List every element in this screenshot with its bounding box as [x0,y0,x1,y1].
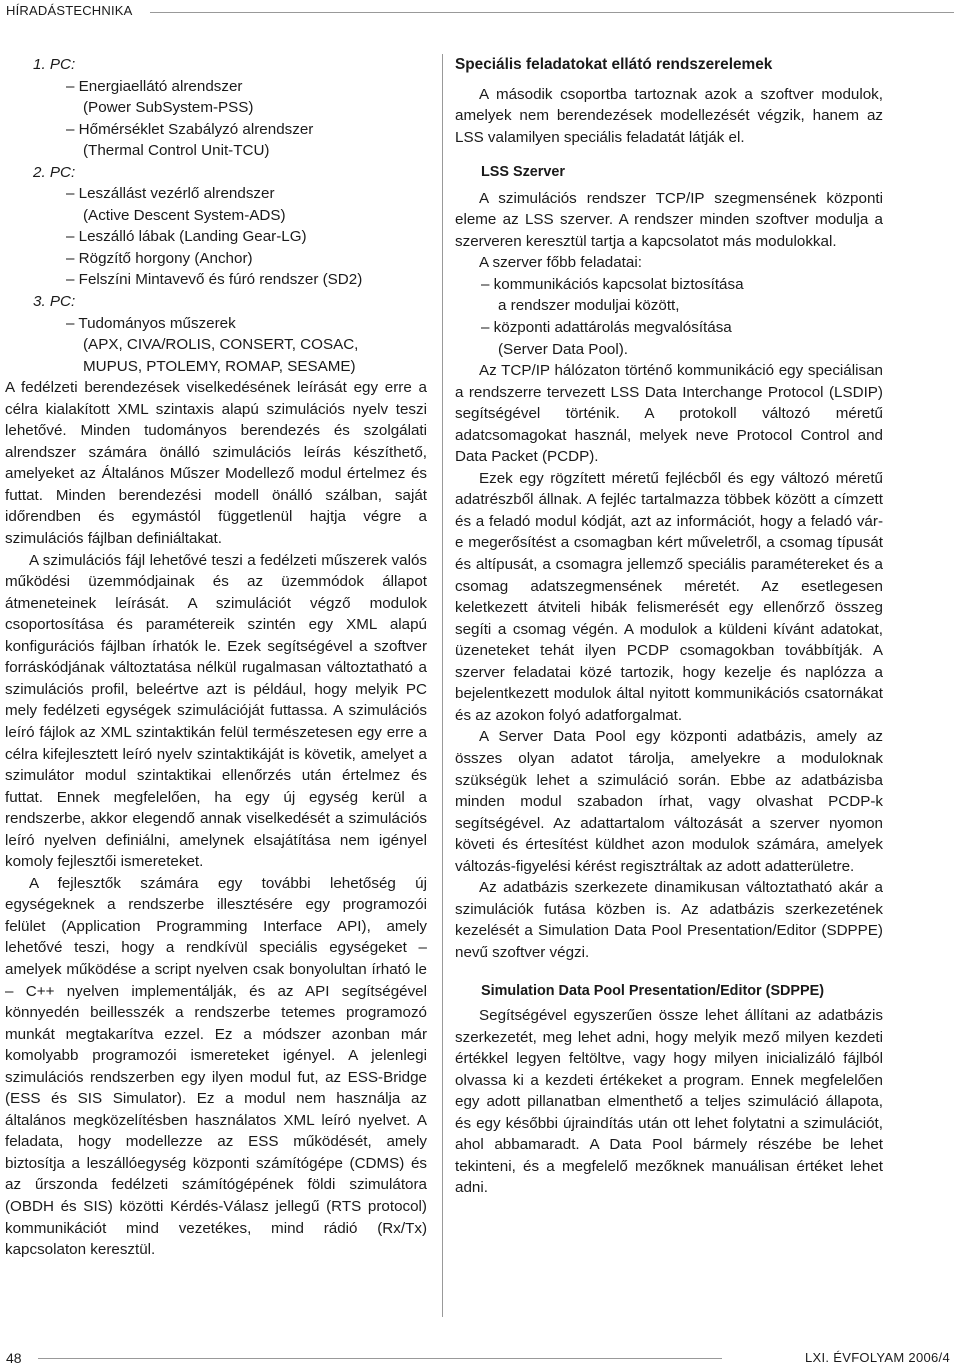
list-item: – Leszálló lábak (Landing Gear-LG) [66,228,307,246]
list-item: (Active Descent System-ADS) [83,206,286,224]
column-divider [442,54,443,1317]
right-paragraph: Az TCP/IP hálózaton történő kommunikáció egy speciálisan a rendszerre tervezett LSS Data Interchange Protocol (LSDIP) segítségével történik. A protokoll változó méretű adatcsomagokat használ, melyek neve Protocol Control and Data Packet (PCDP). [455,362,883,466]
sdppe-paragraph: Segítségével egyszerűen össze lehet állítani az adatbázis szerkezetét, meg lehet adni, hogy melyik mező milyen kezdeti értékkel legyen feltöltve, vagy hogy milyen inicializáló fájlból olvassa ki a kezdeti értékeket a program. Ennek megfelelően egy adott pillanatban elmenthető a teljes szimuláció állapota, és egy későbbi újraindítás után ott lehet folytatni a szimulációt, ahol abbamaradt. A Data Pool bármely részébe be lehet tekinteni, és a megfelelő mezőknek manuálisan értéket lehet adni. [455,1006,883,1197]
section-heading: Speciális feladatokat ellátó rendszerelemek [455,56,773,73]
server-paragraph: A szimulációs rendszer TCP/IP szegmensének központi eleme az LSS szerver. A rendszer minden szoftver modulja a szerveren keresztül tartja a kapcsolatot más modulokkal. [455,189,883,250]
list-item: (APX, CIVA/ROLIS, CONSERT, COSAC, [83,336,359,354]
subsection-heading: LSS Szerver [481,164,565,181]
right-paragraph: Ezek egy rögzített méretű fejlécből és egy változó méretű adatrészből állnak. A fejléc tartalmazza többek között a címzett és a feladó modul kódját, azt az információt, hogy a feladó vár-e megerősítést a csomagban kért műveletről, a csomag típusát és altípusát, a csomagra jellemző speciális paramétereket és a csomag adatszegmensének méretét. Az esetlegesen keletkezett átviteli hibák felismerését egy ellenőrző összeg segíti a csomag végén. A modulok a küldeni kívánt adatokat, üzeneteket tehát ilyen PCDP csomagokban továbbítják. A szerver feladatai közé tartozik, hogy kezelje és naplózza a bejelentkezett modulok által nyitott kommunikációs csatornákat és az azokon folyó adatforgalmat. [455,469,883,724]
server-text [455,188,883,274]
volume-label: LXI. ÉVFOLYAM 2006/4 [805,1350,950,1365]
page-footer [0,1336,960,1364]
right-intro [455,84,883,149]
sdppe-text [455,1005,883,1199]
header-rule [150,12,954,13]
list-item: a rendszer moduljai között, [498,297,680,315]
left-paragraph: A fedélzeti berendezések viselkedésének leírását egy erre a célra kialakított XML szintaxis alapú szimulációs nyelv teszi lehetővé. Minden tudományos berendezés és szolgálati alrendszer számára önálló szimulációs leírás készíthető, amelyeket az Általános Műszer Modellező modul értelmez és futtat. Minden berendezési modell önálló szálban, saját időrendben és egymástól függetlenül hajtja végre a szimulációs fájlban definiáltakat. [5,379,427,548]
tasks-intro: A szerver főbb feladatai: [479,254,642,272]
list-item: – Rögzítő horgony (Anchor) [66,249,253,267]
pc-label: 1. PC: [33,56,76,73]
list-item: – Energiaellátó alrendszer [66,77,243,95]
list-item: – kommunikációs kapcsolat biztosítása [481,275,744,293]
subsection-heading-sdppe: Simulation Data Pool Presentation/Editor (SDPPE) [481,983,825,1000]
pc-list [5,54,427,377]
right-paragraph: A Server Data Pool egy központi adatbázis, amely az összes olyan adatot tárolja, amelyekre a moduloknak szükségük lehet a szimuláció során. Ebbe az adatbázisba minden modul szabadon írhat, vagy olvashat PCDP-k segítségével. Az adattartalom változását a szerver nyomon követi és értesítést küldhet azon modulok számára, amelyek változás-figyelési kérést regisztráltak az adott adatterületre. [455,728,883,875]
left-paragraph: A fejlesztők számára egy további lehetőség új egységeknek a rendszerbe illesztésére egy programozói felület (Application Programming Interface API), amely lehetővé teszi, hogy a rendkívül speciális egységeket – amelyek működése a script nyelven csak bonyolultan írható le – C++ nyelven implementálják, és az API segítségével könnyedén beillesszék a rendszerbe tetemes programozó munkát megtakarítva ezzel. Ez a módszer azonban már komolyabb programozói ismereteket igényel. A jelenlegi szimulációs rendszerben egy ilyen modul fut, az ESS-Bridge (ESS és SIS Simulator). Ez a modul nem használja az általános megközelítésben használatos XML leíró nyelvet. A feladata, hogy modellezze az ESS működését, amely biztosítja a leszállóegység központi számítógépe (CDMS) és az űrszonda fedélzeti számítógépének földi szimulátora (OBDH és SIS) közötti Kérdés-Válasz jellegű (RTS protocol) kommunikációt mind vezetékes, mind rádió (Rx/Tx) kapcsolaton keresztül. [5,874,427,1259]
list-item: (Power SubSystem-PSS) [83,99,254,117]
list-item: (Thermal Control Unit-TCU) [83,142,270,160]
pc-label: 2. PC: [33,163,76,181]
left-body [5,377,427,1260]
footer-rule [38,1358,722,1359]
running-header [0,0,960,22]
left-paragraph: A szimulációs fájl lehetővé teszi a fedélzeti műszerek valós működési üzemmódjainak és az üzemmódok állapot átmeneteinek leírását. A szimulációt végző modulok csoportosítása és paramétereik szintén egy XML alapú konfigurációs fájlban írhatók le. Ezek segítségével a szoftver forráskódjának változtatása nélkül rugalmasan változtatható a szimulációs profil, beleértve azt is például, hogy melyik PC mely fedélzeti egységek szimulációját futtassa. A szimulációs leíró fájlok az XML szintaktikán felül természetesen egy erre a célra kifejlesztett leíró nyelv szintaktikáját is követik, amelyet a szimulátor modul szintaktikai ellenőrzés után értelmez és futtat. Ennek megfelelően, ha egy új egység kerül a rendszerbe, akkor elegendő annak viselkedését a szimulációs leíró nyelven definiálni, amelynek elsajátítása nem igényel komoly fejlesztői ismereteket. [5,551,427,871]
list-item: – Hőmérséklet Szabályzó alrendszer [66,120,314,138]
right-column [455,54,883,1199]
page-number: 48 [6,1350,22,1366]
pc-label: 3. PC: [33,293,76,311]
journal-title: HÍRADÁSTECHNIKA [6,3,133,18]
right-body [455,360,883,963]
right-paragraph: Az adatbázis szerkezete dinamikusan változtatható akár a szimulációk futása közben is. Az adatbázis szerkezetének kezelését a Simulation Data Pool Presentation/Editor (SDPPE) nevű szoftver végzi. [455,879,883,961]
task-list [455,274,883,360]
list-item: – Tudományos műszerek [66,314,236,332]
list-item: – Felszíni Mintavevő és fúró rendszer (SD2) [66,271,363,289]
left-column [5,54,427,1261]
intro-paragraph: A második csoportba tartoznak azok a szoftver modulok, amelyek nem berendezések modellezését végzik, hanem az LSS valamilyen speciális feladatát látják el. [455,85,883,146]
list-item: – Leszállást vezérlő alrendszer [66,185,275,203]
list-item: (Server Data Pool). [498,340,628,358]
list-item: MUPUS, PTOLEMY, ROMAP, SESAME) [83,357,356,375]
list-item: – központi adattárolás megvalósítása [481,319,732,337]
